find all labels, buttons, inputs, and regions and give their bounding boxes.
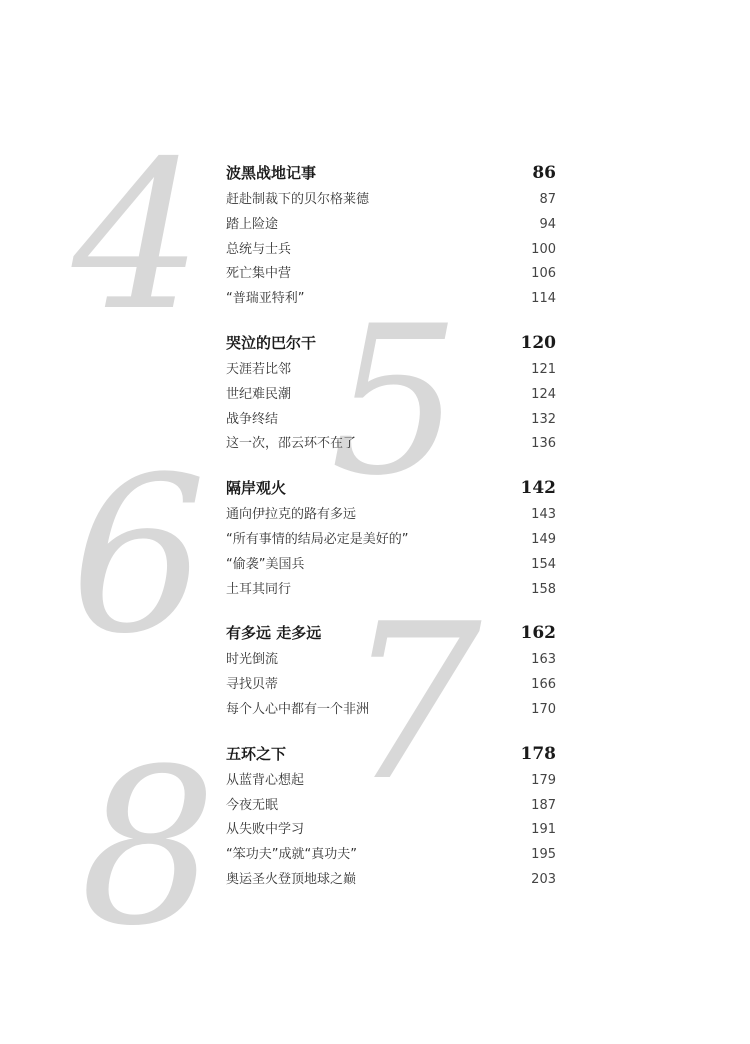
- entry-title: 天涯若比邻: [226, 361, 292, 377]
- entry-title: 从失败中学习: [226, 822, 305, 838]
- toc-entry[interactable]: [226, 673, 556, 698]
- entry-title: 死亡集中营: [226, 266, 292, 282]
- entry-title: “普瑞亚特利”: [226, 291, 305, 307]
- toc-entry[interactable]: [226, 578, 556, 603]
- section-header[interactable]: [226, 743, 556, 769]
- toc-entry[interactable]: [226, 528, 556, 553]
- decorative-numeral-7: 7: [345, 577, 482, 828]
- section-page-number: 178: [520, 743, 556, 764]
- entry-title: 时光倒流: [226, 652, 279, 668]
- entry-page-number: 166: [531, 677, 556, 693]
- section-header[interactable]: [226, 477, 556, 503]
- section-page-number: 86: [532, 163, 556, 183]
- entry-title: 总统与士兵: [226, 241, 292, 257]
- decorative-numeral-8: 8: [80, 722, 217, 973]
- entry-title: “笨功夫”成就“真功夫”: [226, 847, 357, 863]
- toc-entry[interactable]: [226, 188, 556, 213]
- entry-title: 今夜无眠: [226, 797, 279, 813]
- table-of-contents: [226, 162, 556, 913]
- toc-entry[interactable]: [226, 769, 556, 794]
- entry-title: 战争终结: [226, 411, 279, 427]
- entry-page-number: 170: [531, 701, 556, 717]
- entry-page-number: 143: [531, 507, 556, 523]
- section-page-number: 120: [520, 332, 556, 353]
- entry-page-number: 132: [531, 411, 556, 427]
- toc-section: [226, 622, 556, 722]
- entry-page-number: 179: [531, 772, 556, 788]
- toc-entry[interactable]: [226, 503, 556, 528]
- entry-page-number: 158: [531, 581, 556, 597]
- toc-entry[interactable]: [226, 432, 556, 457]
- toc-entry[interactable]: [226, 383, 556, 408]
- section-header[interactable]: [226, 332, 556, 358]
- toc-section: [226, 162, 556, 312]
- entry-page-number: 94: [539, 216, 556, 232]
- toc-entry[interactable]: [226, 213, 556, 238]
- entry-page-number: 114: [531, 291, 556, 307]
- entry-title: 土耳其同行: [226, 581, 292, 597]
- entry-page-number: 191: [531, 822, 556, 838]
- section-title: 隔岸观火: [226, 479, 287, 498]
- toc-section: [226, 743, 556, 893]
- toc-entry[interactable]: [226, 262, 556, 287]
- decorative-numeral-4: 4: [72, 118, 203, 356]
- entry-page-number: 106: [531, 266, 556, 282]
- entry-page-number: 124: [531, 386, 556, 402]
- entry-page-number: 149: [531, 531, 556, 547]
- entry-page-number: 195: [531, 847, 556, 863]
- section-header[interactable]: [226, 162, 556, 188]
- entry-title: 通向伊拉克的路有多远: [226, 507, 357, 523]
- entry-title: “偷袭”美国兵: [226, 556, 305, 572]
- toc-entry[interactable]: [226, 238, 556, 263]
- toc-entry[interactable]: [226, 818, 556, 843]
- toc-section: [226, 477, 556, 602]
- section-page-number: 142: [520, 478, 556, 499]
- section-title: 波黑战地记事: [226, 164, 317, 182]
- entry-title: 从蓝背心想起: [226, 772, 305, 788]
- decorative-numeral-5: 5: [330, 283, 461, 521]
- section-title: 五环之下: [226, 744, 287, 763]
- entry-title: 赶赴制裁下的贝尔格莱德: [226, 192, 370, 207]
- toc-entry[interactable]: [226, 358, 556, 383]
- section-page-number: 162: [520, 623, 556, 644]
- toc-entry[interactable]: [226, 868, 556, 893]
- toc-section: [226, 332, 556, 457]
- entry-title: 每个人心中都有一个非洲: [226, 701, 370, 717]
- entry-title: 这一次，邵云环不在了: [226, 436, 357, 452]
- toc-entry[interactable]: [226, 698, 556, 723]
- entry-title: 世纪难民潮: [226, 386, 292, 402]
- section-title: 有多远 走多远: [226, 624, 322, 643]
- entry-page-number: 187: [531, 797, 556, 813]
- section-header[interactable]: [226, 622, 556, 648]
- toc-entry[interactable]: [226, 843, 556, 868]
- toc-entry[interactable]: [226, 287, 556, 312]
- toc-entry[interactable]: [226, 794, 556, 819]
- entry-page-number: 87: [539, 192, 556, 207]
- entry-title: 寻找贝蒂: [226, 677, 279, 693]
- entry-title: 踏上险途: [226, 216, 279, 232]
- decorative-numeral-6: 6: [70, 430, 207, 681]
- entry-page-number: 136: [531, 436, 556, 452]
- section-title: 哭泣的巴尔干: [226, 333, 317, 352]
- toc-entry[interactable]: [226, 553, 556, 578]
- entry-title: “所有事情的结局必定是美好的”: [226, 531, 409, 547]
- entry-page-number: 163: [531, 652, 556, 668]
- toc-entry[interactable]: [226, 648, 556, 673]
- entry-page-number: 100: [531, 241, 556, 257]
- entry-page-number: 203: [531, 871, 556, 887]
- toc-entry[interactable]: [226, 408, 556, 433]
- entry-page-number: 121: [531, 361, 556, 377]
- entry-title: 奥运圣火登顶地球之巅: [226, 871, 357, 887]
- entry-page-number: 154: [531, 556, 556, 572]
